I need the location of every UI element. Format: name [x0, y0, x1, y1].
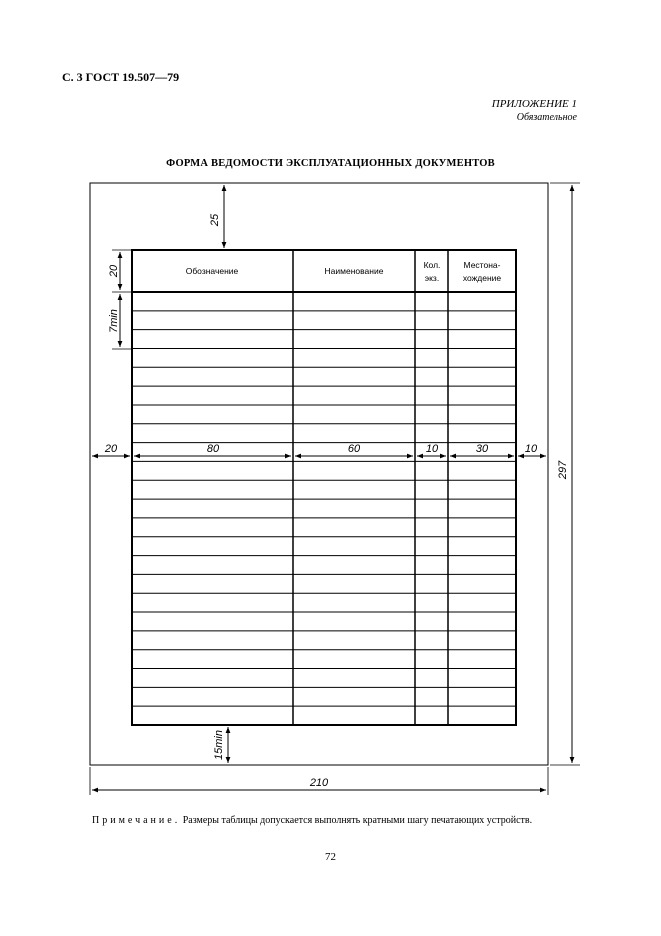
appendix-label: ПРИЛОЖЕНИЕ 1 — [491, 98, 577, 110]
dim-left-margin: 20 — [104, 443, 118, 455]
dim-sheet-height: 297 — [557, 460, 569, 480]
note-label: Примечание. — [92, 815, 181, 826]
column-header-location: хождение — [462, 273, 502, 283]
dim-col1-width: 80 — [206, 443, 220, 455]
dim-header-height: 20 — [108, 264, 120, 278]
column-header-location: Местона- — [463, 260, 501, 270]
column-header-designation: Обозначение — [185, 266, 239, 276]
column-header-name: Наименование — [324, 266, 384, 276]
dim-right-margin: 10 — [524, 443, 538, 455]
page-number: 72 — [325, 851, 336, 863]
appendix-status: Обязательное — [516, 112, 577, 123]
table-header — [186, 260, 502, 283]
note — [92, 815, 532, 826]
column-header-qty: экз. — [424, 273, 440, 283]
table-frame — [132, 250, 516, 725]
sheet-border — [90, 183, 548, 765]
dim-top-margin: 25 — [209, 213, 221, 227]
dim-col3-width: 10 — [425, 443, 439, 455]
page-reference: С. 3 ГОСТ 19.507—79 — [62, 70, 180, 84]
note-text: Размеры таблицы допускается выполнять кратными шагу печатающих устройств. — [182, 815, 533, 826]
document-title: ФОРМА ВЕДОМОСТИ ЭКСПЛУАТАЦИОННЫХ ДОКУМЕНТОВ — [166, 158, 495, 169]
dim-col2-width: 60 — [347, 443, 361, 455]
dim-bottom-margin: 15min — [213, 730, 225, 760]
dim-row-height: 7min — [108, 309, 120, 333]
table-rows — [132, 311, 516, 706]
dim-sheet-width: 210 — [309, 777, 329, 789]
column-header-qty: Кол. — [423, 260, 441, 270]
dim-col4-width: 30 — [475, 443, 489, 455]
